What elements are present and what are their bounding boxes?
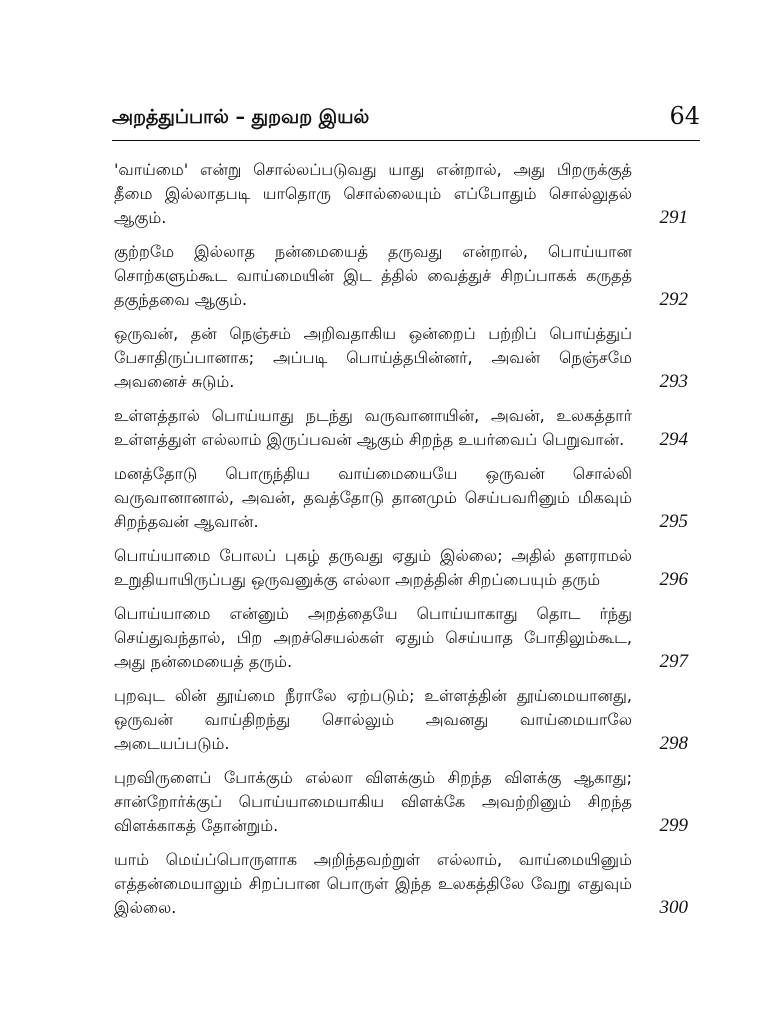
kural-number: 299 <box>659 815 688 836</box>
kural-explanation: உள்ளத்தால் பொய்யாது நடந்து வருவானாயின், அவன், உலகத்தார் உள்ளத்துள் எல்லாம் இருப்பவன் ஆகும் சிறந்த உயர்வைப் பெறுவான். <box>114 406 632 449</box>
kural-explanation: குற்றமே இல்லாத நன்மையைத் தருவது என்றால், பொய்யான சொற்களும்கூட வாய்மையின் இட த்தில் வைத்துச் சிறப்பாகக் கருதத் தகுந்தவை ஆகும். <box>114 242 632 309</box>
kural-explanation: 'வாய்மை' என்று சொல்லப்படுவது யாது என்றால், அது பிறருக்குத் தீமை இல்லாதபடி யாதொரு சொல்லையும் எப்போதும் சொல்லுதல் ஆகும். <box>114 160 632 227</box>
kural-explanation: ஒருவன், தன் நெஞ்சம் அறிவதாகிய ஒன்றைப் பற்றிப் பொய்த்துப் பேசாதிருப்பானாக; அப்படி பொய்த்தபின்னர், அவன் நெஞ்சமே அவனைச் சுடும். <box>114 324 632 391</box>
kural-paragraph <box>114 158 700 230</box>
kural-number: 294 <box>659 429 688 450</box>
kural-number: 296 <box>659 569 688 590</box>
kural-number: 300 <box>659 897 688 918</box>
kural-explanation: புறவிருளைப் போக்கும் எல்லா விளக்கும் சிறந்த விளக்கு ஆகாது; சான்றோர்க்குப் பொய்யாமையாகிய விளக்கே அவற்றினும் சிறந்த விளக்காகத் தோன்றும். <box>114 768 632 835</box>
kural-paragraph <box>114 766 700 838</box>
kural-number: 293 <box>659 371 688 392</box>
kural-paragraph <box>114 848 700 920</box>
kural-paragraph <box>114 684 700 756</box>
kural-paragraph <box>114 404 700 452</box>
page-header <box>112 98 700 138</box>
kural-explanation: பொய்யாமை என்னும் அறத்தையே பொய்யாகாது தொட ர்ந்து செய்துவந்தால், பிற அறச்செயல்கள் ஏதும் செய்யாத போதிலும்கூட, அது நன்மையைத் தரும். <box>114 604 632 671</box>
kural-number: 292 <box>659 289 688 310</box>
kural-explanation: மனத்தோடு பொருந்திய வாய்மையையே ஒருவன் சொல்லி வருவானானால், அவன், தவத்தோடு தானமும் செய்பவரினும் மிகவும் சிறந்தவன் ஆவான். <box>114 464 632 531</box>
page-title: அறத்துப்பால் – துறவற இயல் <box>112 106 370 128</box>
kural-paragraph <box>114 462 700 534</box>
kural-number: 297 <box>659 651 688 672</box>
kural-explanation: பொய்யாமை போலப் புகழ் தருவது ஏதும் இல்லை; அதில் தளராமல் உறுதியாயிருப்பது ஒருவனுக்கு எல்லா அறத்தின் சிறப்பையும் தரும் <box>114 546 632 589</box>
kural-explanation: யாம் மெய்ப்பொருளாக அறிந்தவற்றுள் எல்லாம், வாய்மையினும் எத்தன்மையாலும் சிறப்பான பொருள் இந்த உலகத்திலே வேறு எதுவும் இல்லை. <box>114 850 632 917</box>
header-rule <box>112 140 700 141</box>
kural-explanation: புறவுட லின் தூய்மை நீராலே ஏற்படும்; உள்ளத்தின் தூய்மையானது, ஒருவன் வாய்திறந்து சொல்லும் அவனது வாய்மையாலே அடையப்படும். <box>114 686 632 753</box>
kural-paragraph <box>114 322 700 394</box>
page-number: 64 <box>669 102 700 130</box>
kural-list <box>114 158 700 930</box>
kural-paragraph <box>114 544 700 592</box>
kural-paragraph <box>114 602 700 674</box>
kural-paragraph <box>114 240 700 312</box>
kural-number: 295 <box>659 511 688 532</box>
kural-number: 291 <box>659 207 688 228</box>
kural-number: 298 <box>659 733 688 754</box>
